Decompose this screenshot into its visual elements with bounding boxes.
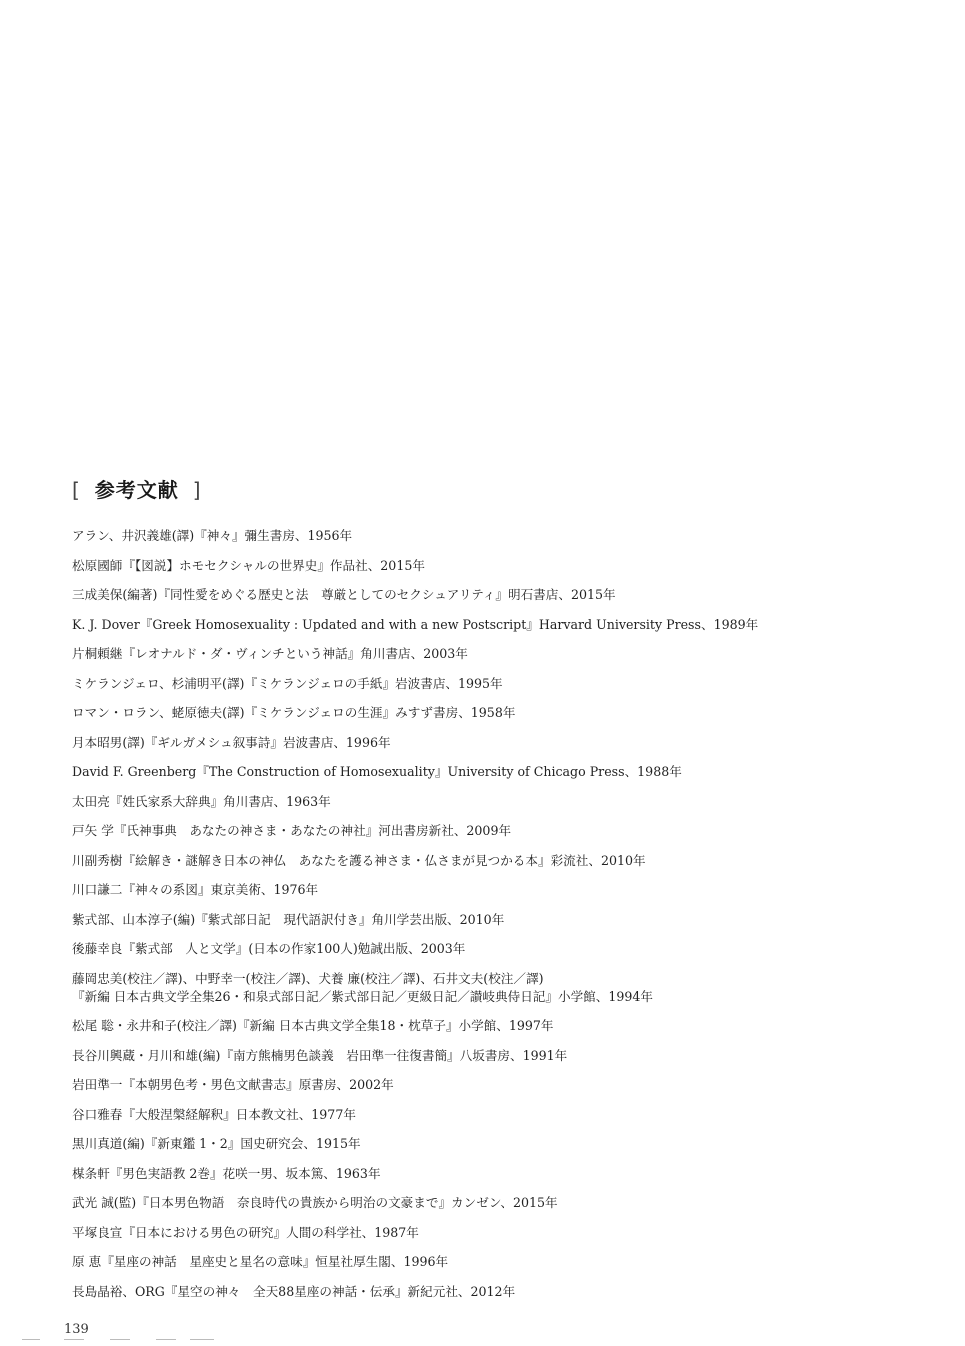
- reference-line: 月本昭男(譯)『ギルガメシュ叙事詩』岩波書店、1996年: [72, 734, 391, 750]
- reference-item: [72, 852, 932, 882]
- reference-line: 紫式部、山本淳子(編)『紫式部日記 現代語訳付き』角川学芸出版、2010年: [72, 911, 505, 927]
- reference-line: 三成美保(編著)『同性愛をめぐる歴史と法 尊厳としてのセクシュアリティ』明石書店、2015年: [72, 587, 616, 602]
- reference-line: 松尾 聡・永井和子(校注／譯)『新編 日本古典文学全集18・枕草子』小学館、1997年: [72, 1018, 554, 1033]
- reference-line: 岩田準一『本朝男色考・男色文献書志』原書房、2002年: [72, 1077, 394, 1092]
- reference-line: 藤岡忠美(校注／譯)、中野幸一(校注／譯)、犬養 廉(校注／譯)、石井文夫(校注／譯): [72, 970, 544, 986]
- reference-item: [72, 970, 932, 1018]
- reference-item: [72, 1224, 932, 1254]
- references-heading: [72, 474, 202, 503]
- footer-decoration: [22, 1339, 222, 1345]
- reference-list: [72, 527, 932, 1312]
- reference-line: 『新編 日本古典文学全集26・和泉式部日記／紫式部日記／更級日記／讃岐典侍日記』小学館、1994年: [72, 988, 654, 1004]
- reference-line: 片桐頼継『レオナルド・ダ・ヴィンチという神話』角川書店、2003年: [72, 646, 468, 661]
- reference-line: 長島晶裕、ORG『星空の神々 全天88星座の神話・伝承』新紀元社、2012年: [72, 1283, 516, 1299]
- reference-item: [72, 675, 932, 705]
- heading-title: 参考文献: [94, 478, 179, 502]
- reference-line: 黒川真道(編)『新東鑑 1・2』国史研究会、1915年: [72, 1136, 361, 1151]
- reference-item: [72, 1165, 932, 1195]
- reference-item: [72, 881, 932, 911]
- reference-item: [72, 1106, 932, 1136]
- reference-line: 平塚良宣『日本における男色の研究』人間の科学社、1987年: [72, 1224, 419, 1240]
- reference-item: [72, 1047, 932, 1077]
- reference-item: [72, 616, 932, 646]
- reference-item: [72, 793, 932, 823]
- reference-item: [72, 1194, 932, 1224]
- reference-item: [72, 940, 932, 970]
- reference-line: 太田亮『姓氏家系大辞典』角川書店、1963年: [72, 793, 331, 809]
- heading-bracket-open: [: [72, 478, 81, 502]
- reference-item: [72, 763, 932, 793]
- reference-item: [72, 1283, 932, 1313]
- reference-item: [72, 645, 932, 675]
- reference-line: 原 恵『星座の神話 星座史と星名の意味』恒星社厚生閣、1996年: [72, 1254, 449, 1269]
- reference-item: [72, 1076, 932, 1106]
- reference-line: David F. Greenberg『The Construction of Homosexuality』University of Chicago Press、1988年: [72, 764, 682, 779]
- reference-line: 楳条軒『男色実語教 2巻』花咲一男、坂本篤、1963年: [72, 1165, 381, 1181]
- reference-line: 長谷川興蔵・月川和雄(編)『南方熊楠男色談義 岩田準一往復書簡』八坂書房、1991年: [72, 1047, 568, 1063]
- reference-item: [72, 734, 932, 764]
- reference-item: [72, 1253, 932, 1283]
- reference-item: [72, 557, 932, 587]
- reference-item: [72, 1017, 932, 1047]
- reference-line: 谷口雅春『大般涅槃経解釈』日本教文社、1977年: [72, 1106, 356, 1122]
- reference-item: [72, 704, 932, 734]
- reference-line: ミケランジェロ、杉浦明平(譯)『ミケランジェロの手紙』岩波書店、1995年: [72, 675, 503, 691]
- reference-item: [72, 911, 932, 941]
- reference-line: K. J. Dover『Greek Homosexuality : Updated and with a new Postscript』Harvard University Press、1989年: [72, 616, 759, 632]
- reference-line: アラン、井沢義雄(譯)『神々』彌生書房、1956年: [72, 528, 353, 543]
- reference-item: [72, 1135, 932, 1165]
- reference-line: 松原國師『【図説】ホモセクシャルの世界史』作品社、2015年: [72, 557, 425, 573]
- reference-line: 戸矢 学『氏神事典 あなたの神さま・あなたの神社』河出書房新社、2009年: [72, 823, 512, 838]
- reference-line: 武光 誠(監)『日本男色物語 奈良時代の貴族から明治の文豪まで』カンゼン、2015年: [72, 1195, 558, 1210]
- reference-item: [72, 586, 932, 616]
- reference-line: 後藤幸良『紫式部 人と文学』(日本の作家100人)勉誠出版、2003年: [72, 941, 466, 956]
- heading-bracket-close: ]: [192, 478, 202, 502]
- reference-item: [72, 527, 932, 557]
- reference-line: 川口謙二『神々の系図』東京美術、1976年: [72, 882, 319, 897]
- reference-line: 川副秀樹『絵解き・謎解き日本の神仏 あなたを護る神さま・仏さまが見つかる本』彩流社、2010年: [72, 852, 646, 868]
- reference-line: ロマン・ロラン、蛯原徳夫(譯)『ミケランジェロの生涯』みすず書房、1958年: [72, 705, 516, 720]
- reference-item: [72, 822, 932, 852]
- page-number: 139: [64, 1322, 89, 1337]
